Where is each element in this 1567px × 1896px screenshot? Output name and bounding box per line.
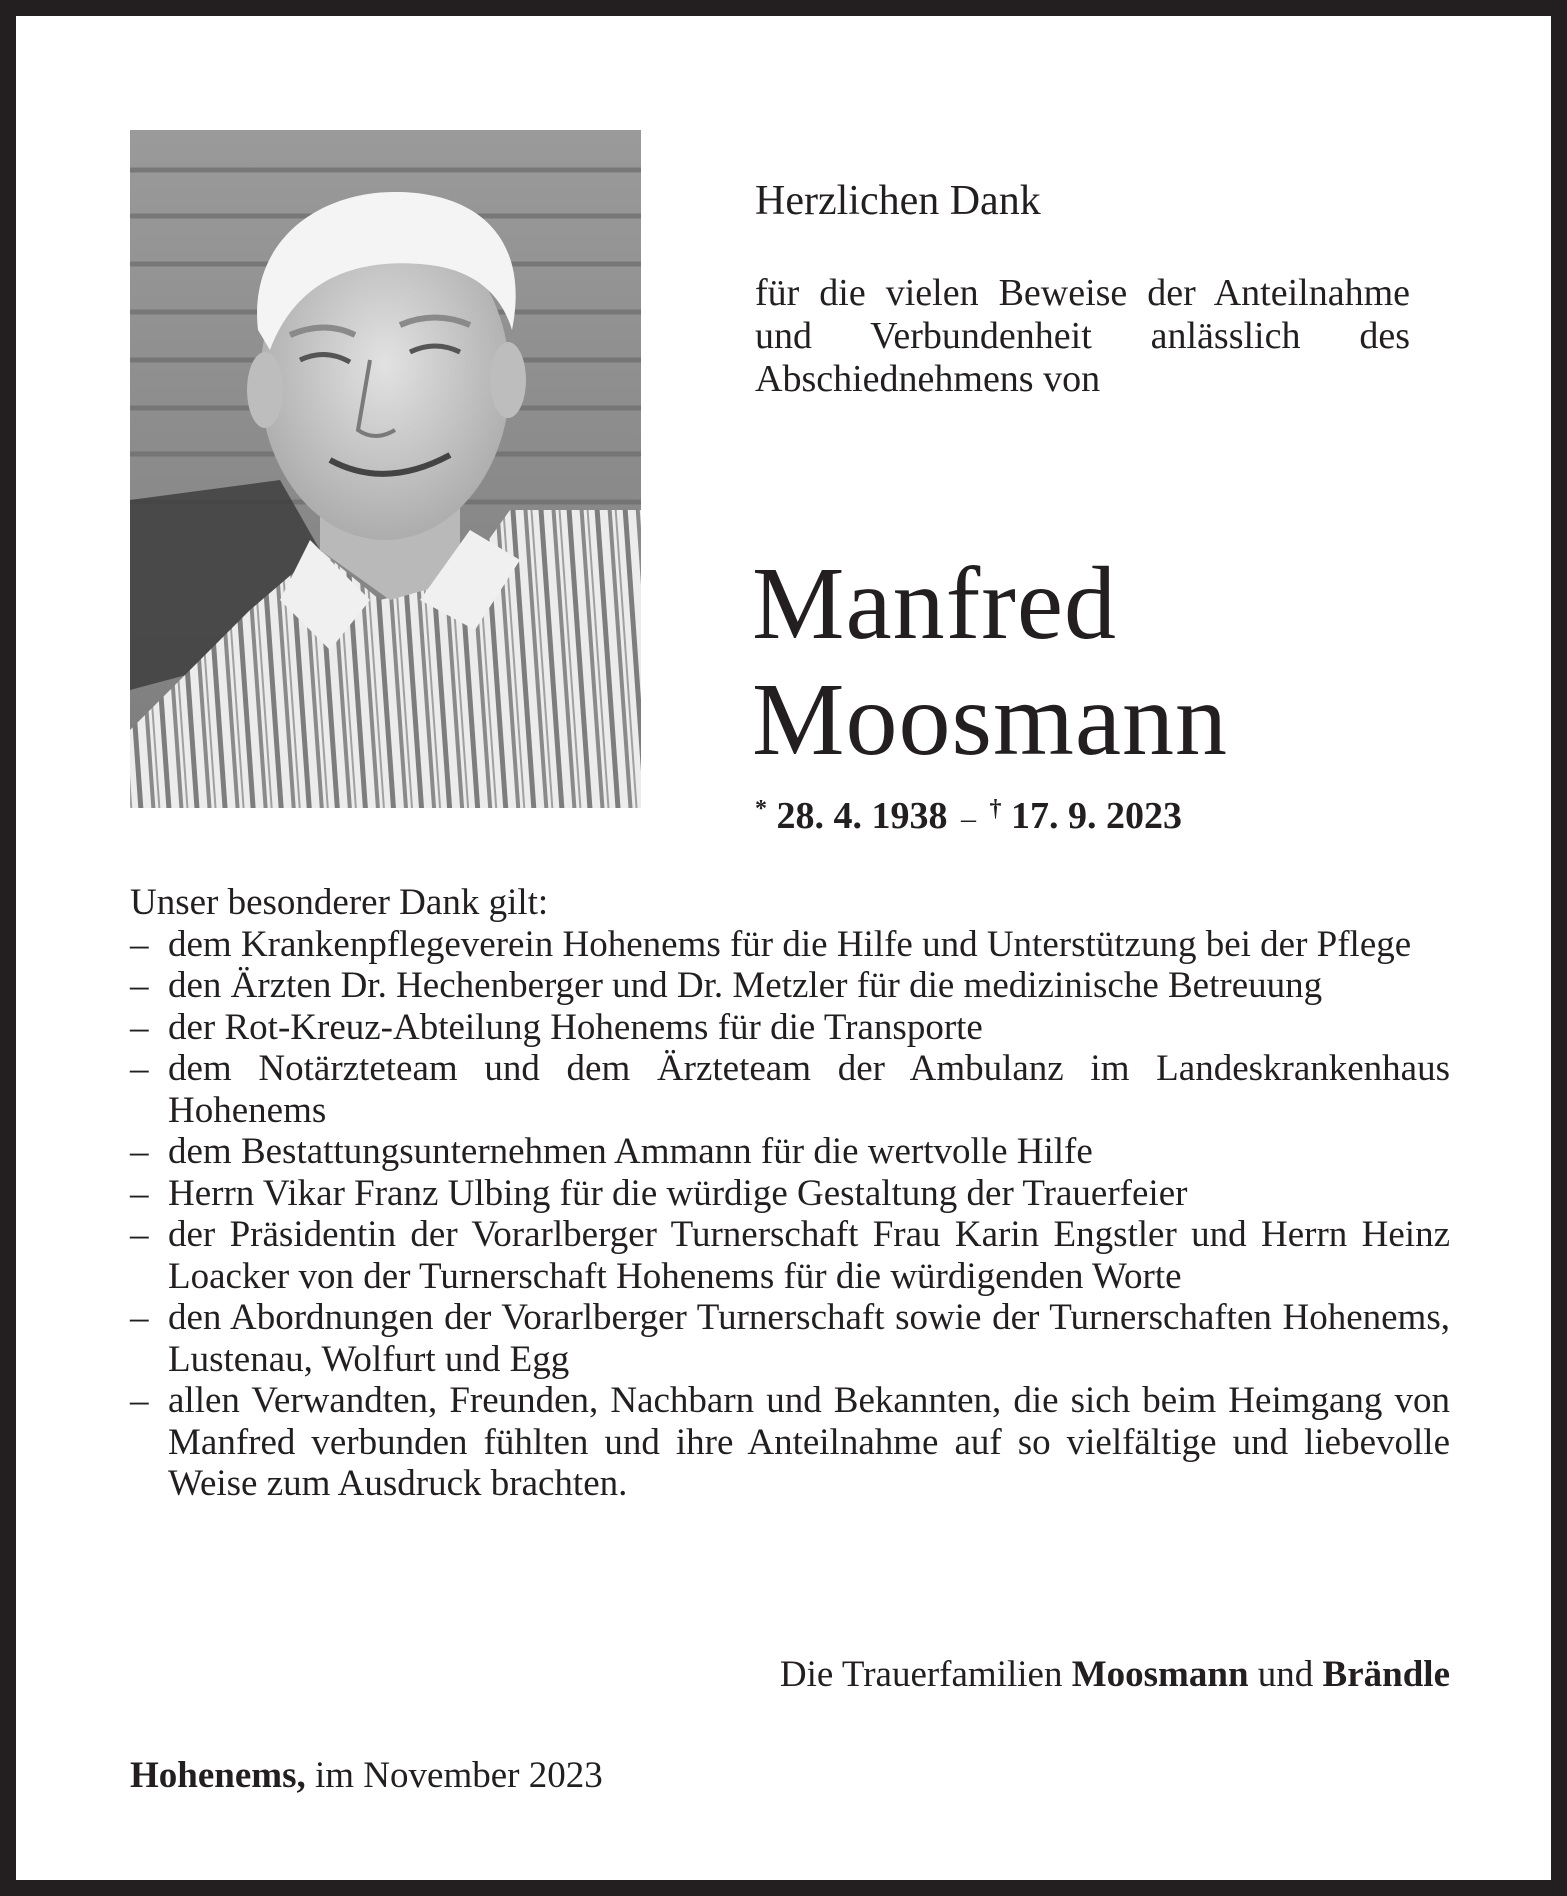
bullet-dash: – xyxy=(130,923,149,965)
bullet-dash: – xyxy=(130,1380,149,1421)
list-item-text: der Präsidentin der Vorarlberger Turnerschaft Frau Karin Engstler und Herrn Heinz Loacker von der Turnerschaft Hohenems für die würdigenden Worte xyxy=(168,1214,1450,1297)
bullet-dash: – xyxy=(130,1214,149,1255)
family-signature xyxy=(780,1653,1450,1697)
bullet-dash: – xyxy=(130,1048,149,1089)
list-item-text: Herrn Vikar Franz Ulbing für die würdige Gestaltung der Trauerfeier xyxy=(168,1172,1188,1214)
acknowledgements-lead: Unser besonderer Dank gilt: xyxy=(130,882,549,923)
place-and-date xyxy=(130,1754,603,1798)
acknowledgements-list xyxy=(130,924,1450,1505)
list-item xyxy=(130,924,1450,966)
portrait-photo-illustration xyxy=(130,130,641,808)
list-item xyxy=(130,1048,1450,1131)
date: im November 2023 xyxy=(315,1755,603,1796)
list-item-text: dem Notärzteteam und dem Ärzteteam der Ambulanz im Landeskrankenhaus Hohenems xyxy=(168,1048,1450,1131)
family-name-2: Brändle xyxy=(1322,1654,1450,1695)
list-item xyxy=(130,1173,1450,1215)
acknowledgements xyxy=(130,882,1450,1505)
bullet-dash: – xyxy=(130,1131,149,1172)
signature-conjunction: und xyxy=(1257,1654,1314,1695)
last-name: Moosmann xyxy=(752,662,1228,777)
list-item-text: den Ärzten Dr. Hechenberger und Dr. Metzler für die medizinische Betreuung xyxy=(168,965,1323,1006)
list-item xyxy=(130,1131,1450,1173)
bullet-dash: – xyxy=(130,1297,149,1338)
list-item-text: dem Bestattungsunternehmen Ammann für die wertvolle Hilfe xyxy=(168,1131,1093,1172)
death-date: 17. 9. 2023 xyxy=(1011,795,1182,837)
list-item xyxy=(130,1214,1450,1297)
birth-date: 28. 4. 1938 xyxy=(776,795,948,837)
intro-block xyxy=(755,176,1425,401)
list-item xyxy=(130,1007,1450,1049)
signature-prefix: Die Trauerfamilien xyxy=(779,1654,1063,1695)
list-item-text: dem Krankenpflegeverein Hohenems für die Hilfe und Unterstützung bei der Pflege xyxy=(168,923,1412,965)
life-dates xyxy=(755,786,1182,842)
list-item-text: allen Verwandten, Freunden, Nachbarn und Bekannten, die sich beim Heimgang von Manfred verbunden fühlten und ihre Anteilnahme auf so vielfältige und liebevolle Weise zum Ausdruck brachten. xyxy=(168,1380,1450,1504)
family-name-1: Moosmann xyxy=(1071,1654,1249,1695)
list-item-text: der Rot-Kreuz-Abteilung Hohenems für die Transporte xyxy=(168,1006,983,1048)
birth-star-icon: * xyxy=(755,796,767,822)
first-name: Manfred xyxy=(752,546,1118,661)
list-item xyxy=(130,965,1450,1007)
list-item-text: den Abordnungen der Vorarlberger Turnerschaft sowie der Turnerschaften Hohenems, Lustenau, Wolfurt und Egg xyxy=(168,1297,1450,1380)
portrait-photo xyxy=(130,130,641,808)
bullet-dash: – xyxy=(130,965,149,1006)
bullet-dash: – xyxy=(130,1172,149,1214)
intro-text: für die vielen Beweise der Anteilnahme und Verbundenheit anlässlich des Abschiednehmens von xyxy=(755,272,1410,400)
obituary-page xyxy=(16,16,1551,1880)
list-item xyxy=(130,1297,1450,1380)
list-item xyxy=(130,1380,1450,1505)
deceased-name xyxy=(752,546,1228,778)
place: Hohenems, xyxy=(130,1755,306,1796)
bullet-dash: – xyxy=(130,1006,149,1048)
thanks-heading: Herzlichen Dank xyxy=(755,178,1041,224)
date-separator: – xyxy=(961,802,976,835)
death-cross-icon: † xyxy=(989,796,1002,822)
